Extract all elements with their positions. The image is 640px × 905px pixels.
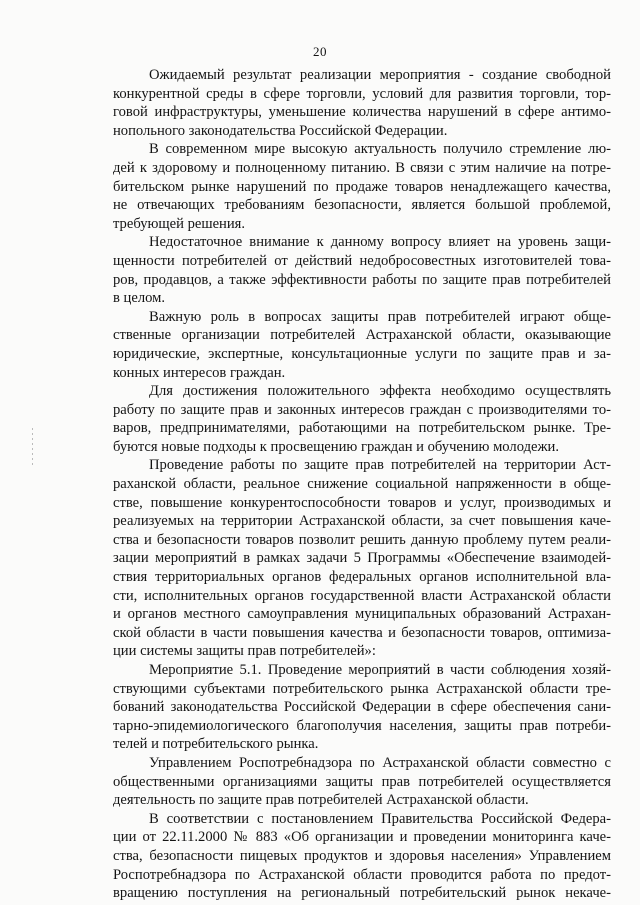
paragraph xyxy=(113,661,611,754)
text-line: бований законодательства Российской Федерации в сфере обеспечения сани- xyxy=(113,699,611,716)
paragraph xyxy=(113,308,611,382)
text-line: и органов местного самоуправления муниципальных образований Астрахан- xyxy=(113,606,611,623)
text-line: Ожидаемый результат реализации мероприятия - создание свободной xyxy=(149,67,611,83)
text-line: телей и потребительского рынка. xyxy=(113,736,319,753)
text-line: бительском рынке нарушений по продаже товаров ненадлежащего качества, xyxy=(113,178,611,195)
text-line: сти, исполнительных органов государственной власти Астраханской области xyxy=(113,587,611,604)
text-line: раханской области, реальное снижение социальной напряженности в обще- xyxy=(113,476,611,493)
text-line: не отвечающих требованиям безопасности, является большой проблемой, xyxy=(113,197,611,214)
text-line: ции от 22.11.2000 № 883 «Об организации и проведении мониторинга каче- xyxy=(113,829,611,846)
text-line: ров, продавцов, а также эффективности работы по защите прав потребителей xyxy=(113,271,611,288)
text-line: Управлением Роспотребнадзора по Астраханской области совместно с xyxy=(149,754,611,771)
text-line: Мероприятие 5.1. Проведение мероприятий в части соблюдения хозяй- xyxy=(149,662,611,678)
text-line: нопольного законодательства Российской Федерации. xyxy=(113,122,448,139)
text-line: В соответствии с постановлением Правительства Российской Федера- xyxy=(149,810,611,827)
text-line: ствия территориальных органов федеральных органов исполнительной вла- xyxy=(113,569,611,586)
paragraph xyxy=(113,233,611,307)
paragraph xyxy=(113,810,611,903)
paragraph xyxy=(113,754,611,810)
text-line: Проведение работы по защите прав потребителей на территории Аст- xyxy=(149,457,611,474)
text-line: ской области в части повышения качества и безопасности товаров, оптимиза- xyxy=(113,624,611,641)
text-line: ства, безопасности пищевых продуктов и здоровья населения» Управлением xyxy=(113,847,611,864)
text-line: юридические, экспертные, консультационные услуги по защите прав и за- xyxy=(113,345,611,362)
text-line: дей к здоровому и полноценному питанию. В связи с этим наличие на потре- xyxy=(113,159,611,176)
text-line: ства и безопасности товаров позволит решить данную проблему путем реали- xyxy=(113,531,611,548)
text-line: стве, повышение конкурентоспособности товаров и услуг, производимых и xyxy=(113,494,611,511)
text-line: Роспотребнадзора по Астраханской области проводится работа по предот- xyxy=(113,866,611,883)
text-line: в целом. xyxy=(113,290,166,307)
text-line: буются новые подходы к просвещению граждан и обучению молодежи. xyxy=(113,438,560,455)
text-line: тарно-эпидемиологического благополучия населения, защиты прав потреби- xyxy=(113,717,611,734)
text-line: варов, предпринимателями, работающими на потребительском рынке. Тре- xyxy=(113,420,611,437)
text-line: требующей решения. xyxy=(113,215,246,232)
scan-margin-mark xyxy=(32,428,33,468)
text-line: зации мероприятий в рамках задачи 5 Программы «Обеспечение взаимодей- xyxy=(113,550,611,567)
paragraph xyxy=(113,66,611,140)
text-line: вращению поступления на региональный потребительский рынок некаче- xyxy=(113,885,611,902)
text-line: В современном мире высокую актуальность получило стремление лю- xyxy=(149,141,611,158)
document-body xyxy=(113,66,611,903)
paragraph xyxy=(113,140,611,233)
text-line: конкурентной среды в сфере торговли, условий для развития торговли, тор- xyxy=(113,85,611,102)
text-line: Важную роль в вопросах защиты прав потребителей играют обще- xyxy=(149,308,611,325)
paragraph xyxy=(113,382,611,456)
text-line: работу по защите прав и законных интересов граждан с производителями то- xyxy=(113,401,611,418)
text-line: ции системы защиты прав потребителей»: xyxy=(113,643,376,660)
page-number: 20 xyxy=(313,44,327,59)
text-line: деятельность по защите прав потребителей Астраханской области. xyxy=(113,792,529,809)
text-line: Недостаточное внимание к данному вопросу влияет на уровень защи- xyxy=(149,234,611,251)
text-line: реализуемых на территории Астраханской области, за счет повышения каче- xyxy=(113,513,611,530)
paragraph xyxy=(113,456,611,661)
text-line: конных интересов граждан. xyxy=(113,364,286,381)
text-line: общественными организациями защиты прав потребителей осуществляется xyxy=(113,773,611,790)
text-line: щенности потребителей от действий недобросовестных изготовителей това- xyxy=(113,252,611,269)
text-line: Для достижения положительного эффекта необходимо осуществлять xyxy=(149,383,611,400)
text-line: ственные организации потребителей Астраханской области, оказывающие xyxy=(113,327,611,344)
text-line: говой инфраструктуры, уменьшение количества нарушений в сфере антимо- xyxy=(113,104,611,121)
text-line: ствующими субъектами потребительского рынка Астраханской области тре- xyxy=(113,680,611,697)
